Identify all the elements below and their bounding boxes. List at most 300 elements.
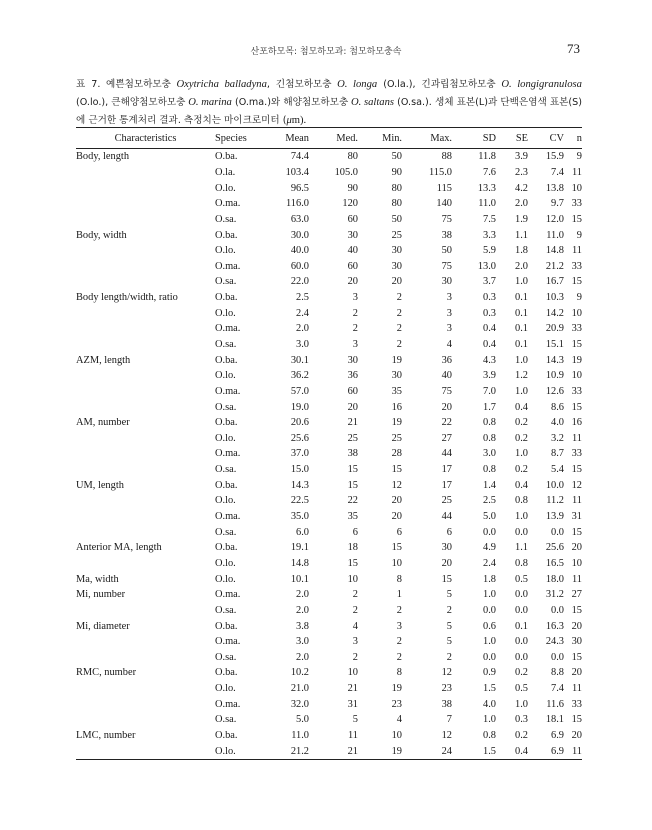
value-cell: 3.7 — [483, 276, 496, 288]
value-cell: 3.0 — [483, 448, 496, 460]
value-cell: 21 — [347, 683, 358, 695]
value-cell: 1.8 — [515, 245, 528, 257]
table-row — [76, 227, 582, 243]
value-cell: 14.3 — [545, 354, 564, 366]
value-cell: 0.0 — [551, 604, 564, 616]
value-cell: 16.5 — [545, 557, 564, 569]
value-cell: 30 — [391, 245, 402, 257]
species-cell: O.ba. — [215, 354, 238, 366]
value-cell: 30 — [391, 370, 402, 382]
value-cell: 11.2 — [546, 495, 564, 507]
value-cell: 15 — [571, 604, 582, 616]
value-cell: 0.8 — [483, 730, 496, 742]
value-cell: 115 — [436, 182, 452, 194]
table-header-row — [76, 128, 582, 149]
value-cell: 0.2 — [515, 730, 528, 742]
value-cell: 13.8 — [545, 182, 564, 194]
species-cell: O.lo. — [215, 370, 236, 382]
value-cell: 15 — [571, 651, 582, 663]
value-cell: 10 — [347, 573, 358, 585]
value-cell: 11 — [347, 730, 358, 742]
value-cell: 4 — [446, 339, 452, 350]
characteristic-cell — [76, 634, 215, 650]
value-cell: 10.0 — [545, 479, 564, 491]
table-caption — [76, 76, 582, 130]
value-cell: 1.0 — [515, 511, 528, 523]
value-cell: 2.0 — [515, 198, 528, 210]
value-cell: 2 — [396, 339, 402, 350]
value-cell: 6 — [446, 526, 452, 538]
value-cell: 30.0 — [290, 229, 309, 241]
value-cell: 38 — [441, 229, 452, 241]
value-cell: 1.0 — [483, 636, 496, 648]
column-header: CV — [528, 128, 564, 149]
value-cell: 20.6 — [290, 417, 309, 429]
value-cell: 20 — [441, 557, 452, 569]
characteristic-cell — [76, 446, 215, 462]
column-header: Species — [215, 128, 265, 149]
table-row — [76, 290, 582, 306]
table-row — [76, 274, 582, 290]
value-cell: 30 — [347, 354, 358, 366]
value-cell: 38 — [441, 698, 452, 710]
value-cell: 31 — [571, 511, 582, 523]
caption-text: , 긴첨모하모충 — [266, 79, 332, 90]
characteristic-cell — [76, 180, 215, 196]
species-cell: O.lo. — [215, 245, 236, 257]
value-cell: 5 — [352, 714, 358, 726]
value-cell: 36.2 — [290, 370, 309, 382]
value-cell: 21.2 — [545, 260, 564, 272]
table-row — [76, 556, 582, 572]
characteristic-cell: Mi, diameter — [76, 620, 130, 632]
characteristic-cell: RMC, number — [76, 667, 137, 679]
value-cell: 2.4 — [296, 307, 309, 319]
value-cell: 17 — [441, 464, 452, 476]
value-cell: 15 — [347, 479, 358, 491]
table-body — [76, 149, 582, 760]
species-cell: O.lo. — [215, 495, 236, 507]
value-cell: 0.2 — [515, 667, 528, 679]
value-cell: 2 — [396, 636, 402, 648]
value-cell: 25 — [391, 432, 402, 444]
value-cell: 0.4 — [515, 401, 528, 413]
value-cell: 60.0 — [290, 260, 309, 272]
value-cell: 1.5 — [452, 743, 496, 759]
species-cell: O.lo. — [215, 182, 236, 194]
value-cell: 6 — [396, 526, 402, 538]
characteristic-cell — [76, 384, 215, 400]
value-cell: 2.0 — [515, 260, 528, 272]
value-cell: 3 — [352, 339, 358, 350]
value-cell: 0.3 — [483, 307, 496, 319]
value-cell: 140 — [436, 198, 452, 210]
value-cell: 0.1 — [515, 292, 528, 304]
value-cell: 19.0 — [290, 401, 309, 413]
value-cell: 4.3 — [483, 354, 496, 366]
value-cell: 5.4 — [551, 464, 564, 476]
characteristic-cell: AZM, length — [76, 354, 131, 366]
value-cell: 1.7 — [483, 401, 496, 413]
species-cell: O.sa. — [215, 213, 237, 225]
value-cell: 0.1 — [515, 620, 528, 632]
value-cell: 88 — [441, 151, 452, 163]
value-cell: 8.6 — [551, 401, 564, 413]
species-cell: O.ma. — [215, 636, 241, 648]
value-cell: 18.0 — [545, 573, 564, 585]
value-cell: 4.2 — [515, 182, 528, 194]
characteristic-cell — [76, 603, 215, 619]
value-cell: 23 — [391, 698, 402, 710]
value-cell: 3 — [352, 292, 358, 304]
characteristic-cell: Body length/width, ratio — [76, 292, 178, 304]
table-row — [76, 243, 582, 259]
value-cell: 1.0 — [515, 385, 528, 397]
value-cell: 24.3 — [545, 636, 564, 648]
value-cell: 0.0 — [515, 604, 528, 616]
characteristic-cell — [76, 509, 215, 525]
value-cell: 7.6 — [483, 166, 496, 178]
value-cell: 2 — [396, 323, 402, 335]
value-cell: 13.9 — [545, 511, 564, 523]
table-row — [76, 650, 582, 666]
value-cell: 19 — [391, 354, 402, 366]
value-cell: 11 — [571, 432, 582, 444]
value-cell: 5.9 — [483, 245, 496, 257]
value-cell: 27 — [571, 589, 582, 601]
characteristic-cell — [76, 337, 215, 353]
caption-text: (O.ma.)와 해양첨모하모충 — [231, 97, 349, 108]
value-cell: 10 — [571, 370, 582, 382]
species-cell: O.lo. — [215, 307, 236, 319]
table-row — [76, 477, 582, 493]
value-cell: 20 — [347, 401, 358, 413]
value-cell: 15 — [571, 714, 582, 726]
value-cell: 15 — [347, 464, 358, 476]
value-cell: 21.0 — [290, 683, 309, 695]
table-row — [76, 368, 582, 384]
value-cell: 6.9 — [551, 730, 564, 742]
species-cell: O.lo. — [215, 573, 236, 585]
species-cell: O.ma. — [215, 511, 241, 523]
value-cell: 2 — [396, 604, 402, 616]
species-cell: O.lo. — [215, 743, 265, 759]
value-cell: 0.8 — [483, 417, 496, 429]
characteristic-cell — [76, 556, 215, 572]
table-row — [76, 681, 582, 697]
value-cell: 27 — [441, 432, 452, 444]
value-cell: 10 — [391, 557, 402, 569]
value-cell: 35 — [347, 511, 358, 523]
table-row — [76, 634, 582, 650]
table-row — [76, 462, 582, 478]
value-cell: 0.0 — [551, 526, 564, 538]
species-cell: O.ba. — [215, 292, 238, 304]
table-row — [76, 431, 582, 447]
value-cell: 7 — [446, 714, 452, 726]
value-cell: 10.9 — [545, 370, 564, 382]
value-cell: 3 — [352, 636, 358, 648]
value-cell: 9 — [576, 151, 582, 163]
value-cell: 80 — [391, 182, 402, 194]
caption-text: m). — [291, 115, 307, 126]
value-cell: 25.6 — [290, 432, 309, 444]
value-cell: 2.0 — [296, 651, 309, 663]
unit-symbol: μ — [286, 115, 292, 126]
value-cell: 10.1 — [290, 573, 309, 585]
value-cell: 25 — [347, 432, 358, 444]
table-row — [76, 728, 582, 744]
value-cell: 6 — [352, 526, 358, 538]
table-row — [76, 305, 582, 321]
table-row — [76, 712, 582, 728]
value-cell: 35.0 — [290, 511, 309, 523]
characteristic-cell: Body, width — [76, 229, 127, 241]
value-cell: 23 — [441, 683, 452, 695]
value-cell: 20 — [571, 667, 582, 679]
value-cell: 0.3 — [483, 292, 496, 304]
value-cell: 6.9 — [528, 743, 564, 759]
value-cell: 24 — [402, 743, 452, 759]
value-cell: 0.0 — [483, 604, 496, 616]
characteristic-cell: UM, length — [76, 479, 124, 491]
characteristic-cell — [76, 743, 215, 759]
value-cell: 14.3 — [290, 479, 309, 491]
value-cell: 0.8 — [483, 464, 496, 476]
value-cell: 37.0 — [290, 448, 309, 460]
species-cell: O.la. — [215, 166, 236, 178]
species-cell: O.ma. — [215, 385, 241, 397]
value-cell: 1.0 — [515, 698, 528, 710]
value-cell: 0.4 — [496, 743, 528, 759]
characteristic-cell — [76, 243, 215, 259]
characteristic-cell: LMC, number — [76, 730, 136, 742]
table-row — [76, 618, 582, 634]
value-cell: 22 — [347, 495, 358, 507]
value-cell: 15.1 — [545, 339, 564, 350]
species-cell: O.ma. — [215, 198, 241, 210]
species-cell: O.sa. — [215, 276, 237, 288]
value-cell: 3.9 — [483, 370, 496, 382]
value-cell: 1.4 — [483, 479, 496, 491]
value-cell: 30 — [441, 542, 452, 554]
value-cell: 21 — [309, 743, 358, 759]
value-cell: 0.8 — [483, 432, 496, 444]
characteristic-cell — [76, 524, 215, 540]
value-cell: 40.0 — [290, 245, 309, 257]
characteristic-cell — [76, 650, 215, 666]
value-cell: 9.7 — [551, 198, 564, 210]
value-cell: 21.2 — [265, 743, 309, 759]
value-cell: 11 — [571, 245, 582, 257]
value-cell: 33 — [571, 323, 582, 335]
value-cell: 50 — [391, 213, 402, 225]
species-name: O. marina — [188, 97, 232, 108]
value-cell: 15 — [571, 464, 582, 476]
characteristic-cell — [76, 431, 215, 447]
value-cell: 12.0 — [545, 213, 564, 225]
value-cell: 0.4 — [483, 339, 496, 350]
species-cell: O.ba. — [215, 229, 238, 241]
value-cell: 3.0 — [296, 636, 309, 648]
value-cell: 11 — [571, 166, 582, 178]
value-cell: 20 — [571, 542, 582, 554]
value-cell: 11.0 — [291, 730, 309, 742]
value-cell: 90 — [391, 166, 402, 178]
characteristic-cell — [76, 696, 215, 712]
value-cell: 11 — [571, 573, 582, 585]
value-cell: 38 — [347, 448, 358, 460]
value-cell: 3.0 — [296, 339, 309, 350]
value-cell: 10.3 — [545, 292, 564, 304]
species-cell: O.lo. — [215, 557, 236, 569]
table-row — [76, 196, 582, 212]
value-cell: 20.9 — [545, 323, 564, 335]
value-cell: 0.6 — [483, 620, 496, 632]
value-cell: 16.7 — [545, 276, 564, 288]
table-row — [76, 352, 582, 368]
column-header: SE — [496, 128, 528, 149]
value-cell: 2 — [396, 307, 402, 319]
value-cell: 0.8 — [515, 557, 528, 569]
value-cell: 10 — [347, 667, 358, 679]
value-cell: 9 — [576, 292, 582, 304]
value-cell: 19 — [571, 354, 582, 366]
value-cell: 21 — [347, 417, 358, 429]
value-cell: 22.0 — [290, 276, 309, 288]
value-cell: 44 — [441, 448, 452, 460]
running-title: 산포하모목: 첨모하모과: 첨모하모충속 — [250, 47, 402, 57]
table-row — [76, 696, 582, 712]
value-cell: 11 — [571, 495, 582, 507]
value-cell: 12.6 — [545, 385, 564, 397]
table-row — [76, 180, 582, 196]
value-cell: 2 — [352, 307, 358, 319]
table-row — [76, 337, 582, 353]
characteristic-cell — [76, 399, 215, 415]
species-cell: O.sa. — [215, 651, 237, 663]
characteristic-cell — [76, 165, 215, 181]
value-cell: 15.9 — [545, 151, 564, 163]
species-cell: O.ba. — [215, 667, 238, 679]
value-cell: 33 — [571, 198, 582, 210]
characteristic-cell: Mi, number — [76, 589, 126, 601]
value-cell: 11.8 — [478, 151, 496, 163]
value-cell: 7.4 — [551, 683, 564, 695]
table-row — [76, 212, 582, 228]
value-cell: 30 — [571, 636, 582, 648]
species-cell: O.sa. — [215, 401, 237, 413]
value-cell: 8 — [396, 573, 402, 585]
value-cell: 2.0 — [296, 604, 309, 616]
value-cell: 1.9 — [515, 213, 528, 225]
value-cell: 2.3 — [515, 166, 528, 178]
characteristic-cell — [76, 493, 215, 509]
species-cell: O.sa. — [215, 604, 237, 616]
value-cell: 1.1 — [515, 229, 528, 241]
value-cell: 2.0 — [296, 589, 309, 601]
value-cell: 20 — [441, 401, 452, 413]
value-cell: 2 — [352, 589, 358, 601]
value-cell: 33 — [571, 448, 582, 460]
value-cell: 19.1 — [290, 542, 309, 554]
value-cell: 15 — [441, 573, 452, 585]
value-cell: 105.0 — [334, 166, 358, 178]
value-cell: 2 — [446, 651, 452, 663]
value-cell: 7.0 — [483, 385, 496, 397]
table-row — [76, 399, 582, 415]
value-cell: 0.0 — [515, 526, 528, 538]
value-cell: 14.8 — [545, 245, 564, 257]
value-cell: 0.2 — [515, 417, 528, 429]
value-cell: 33 — [571, 385, 582, 397]
value-cell: 30.1 — [290, 354, 309, 366]
species-cell: O.ba. — [215, 730, 238, 742]
table-row — [76, 509, 582, 525]
value-cell: 13.0 — [477, 260, 496, 272]
value-cell: 2.4 — [483, 557, 496, 569]
value-cell: 96.5 — [290, 182, 309, 194]
species-cell: O.ma. — [215, 260, 241, 272]
value-cell: 0.1 — [515, 339, 528, 350]
table-row — [76, 258, 582, 274]
characteristic-cell — [76, 274, 215, 290]
value-cell: 33 — [571, 260, 582, 272]
value-cell: 32.0 — [290, 698, 309, 710]
value-cell: 1.0 — [515, 354, 528, 366]
value-cell: 33 — [571, 698, 582, 710]
value-cell: 19 — [391, 417, 402, 429]
value-cell: 16 — [571, 417, 582, 429]
table-row — [76, 524, 582, 540]
value-cell: 0.0 — [551, 651, 564, 663]
value-cell: 2 — [396, 651, 402, 663]
value-cell: 16 — [391, 401, 402, 413]
value-cell: 3 — [446, 323, 452, 335]
value-cell: 115.0 — [429, 166, 452, 178]
value-cell: 5.0 — [296, 714, 309, 726]
value-cell: 10 — [391, 730, 402, 742]
value-cell: 4.0 — [483, 698, 496, 710]
characteristic-cell — [76, 681, 215, 697]
value-cell: 103.4 — [285, 166, 309, 178]
table-row — [76, 493, 582, 509]
species-cell: O.ma. — [215, 589, 241, 601]
characteristic-cell: Body, length — [76, 151, 130, 163]
table-row — [76, 571, 582, 587]
value-cell: 2 — [352, 651, 358, 663]
value-cell: 0.4 — [483, 323, 496, 335]
column-header: Mean — [265, 128, 309, 149]
value-cell: 2.5 — [483, 495, 496, 507]
species-name: Oxytricha balladyna — [176, 79, 267, 90]
value-cell: 12 — [441, 730, 452, 742]
value-cell: 20 — [391, 511, 402, 523]
species-name: O. longigranulosa — [501, 79, 582, 90]
species-cell: O.ba. — [215, 479, 238, 491]
value-cell: 10 — [571, 182, 582, 194]
value-cell: 2 — [446, 604, 452, 616]
species-cell: O.sa. — [215, 464, 237, 476]
table-row — [76, 446, 582, 462]
value-cell: 10 — [571, 307, 582, 319]
characteristic-cell — [76, 305, 215, 321]
column-header: SD — [452, 128, 496, 149]
value-cell: 60 — [347, 260, 358, 272]
value-cell: 8 — [396, 667, 402, 679]
value-cell: 20 — [571, 620, 582, 632]
value-cell: 1.0 — [483, 714, 496, 726]
